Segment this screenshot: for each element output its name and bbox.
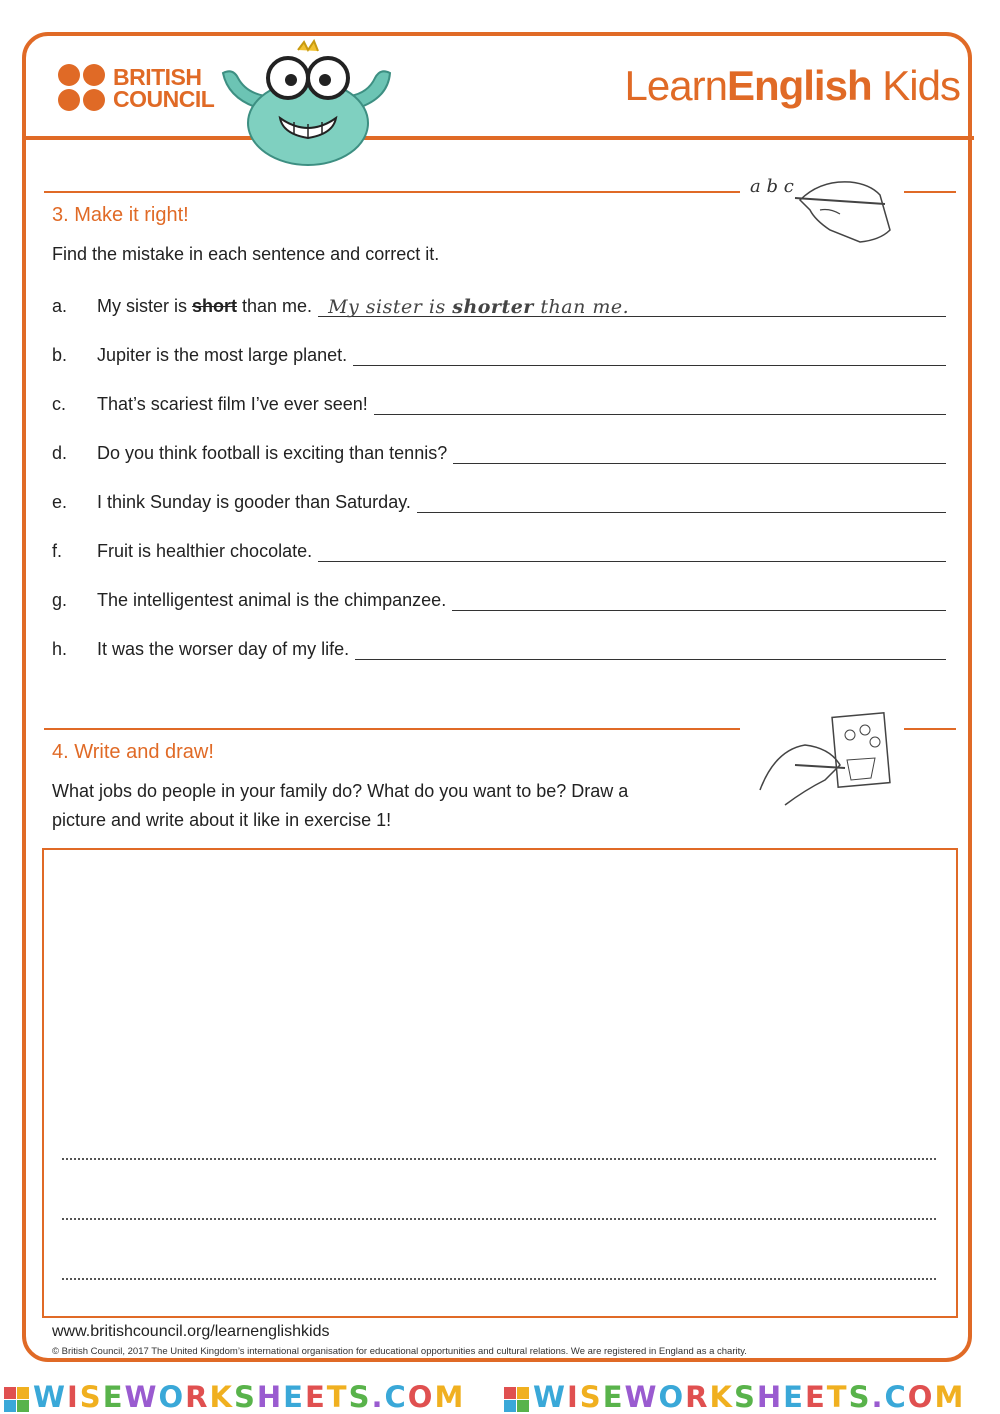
header-divider [26,136,974,140]
exercise-sentence: Jupiter is the most large planet. [97,345,348,365]
exercise-letter: e. [52,492,68,512]
exercise-letter: g. [52,590,68,610]
writing-line-1[interactable] [62,1158,936,1160]
exercise-letter: f. [52,541,63,561]
footer-url[interactable]: www.britishcouncil.org/learnenglishkids [52,1323,330,1340]
watermark-logo-icon [4,1387,29,1412]
exercise-sentence: My sister is short than me. [97,296,313,316]
exercise-sentence: It was the worser day of my life. [97,639,350,659]
watermark-logo-icon [504,1387,529,1412]
exercise-row-d [52,434,946,464]
watermark-text: WISEWORKSHEETS.COM [533,1380,966,1414]
answer-line[interactable] [318,294,946,317]
exercise-sentence: I think Sunday is gooder than Saturday. [97,492,411,512]
example-answer: My sister is shorter than me. [328,296,630,318]
drawing-area[interactable] [42,848,958,1318]
section3-title: 3. Make it right! [52,204,189,226]
struck-word: short [192,296,238,316]
exercise-letter: h. [52,639,68,659]
exercise-sentence: The intelligentest animal is the chimpanzee. [97,590,447,610]
monster-mascot-icon [218,38,398,168]
exercise-row-g [52,581,946,611]
answer-line[interactable] [374,392,946,415]
exercise-row-e [52,483,946,513]
exercise-row-a [52,287,946,317]
section4-rule [44,728,740,730]
bc-logo-line1: BRITISH [113,63,202,90]
answer-line[interactable] [453,441,946,464]
section4-instruction-line2: picture and write about it like in exercise 1! [52,810,392,830]
footer-copyright: © British Council, 2017 The United Kingdom’s international organisation for educational opportunities and cultural relations. We are registered in England as a charity. [52,1346,747,1357]
answer-line[interactable] [318,539,946,562]
answer-line[interactable] [353,343,946,366]
writing-hand-icon [790,170,900,250]
exercise-row-b [52,336,946,366]
watermark-left [4,1380,465,1414]
hand-writing-label: a b c [750,176,794,197]
exercise-row-c [52,385,946,415]
section4-title: 4. Write and draw! [52,741,214,763]
drawing-hand-icon [755,710,895,810]
exercise-sentence: Fruit is healthier chocolate. [97,541,313,561]
exercise-sentence: Do you think football is exciting than tennis? [97,443,448,463]
exercise-row-h [52,630,946,660]
writing-line-3[interactable] [62,1278,936,1280]
watermark-right [504,1380,965,1414]
learnenglish-kids-logo: LearnEnglish Kids [624,62,960,109]
exercise-sentence: That’s scariest film I’ve ever seen! [97,394,368,414]
british-council-dots-icon [58,64,105,111]
exercise-row-f [52,532,946,562]
section3-instruction: Find the mistake in each sentence and correct it. [52,244,440,264]
exercise-letter: d. [52,443,68,463]
exercise-letter: a. [52,296,68,316]
writing-line-2[interactable] [62,1218,936,1220]
section3-rule-right [904,191,956,193]
answer-line[interactable] [417,490,946,513]
section3-rule [44,191,740,193]
section4-instruction-line1: What jobs do people in your family do? What do you want to be? Draw a [52,781,629,801]
exercise-letter: c. [52,394,67,414]
answer-line[interactable] [355,637,946,660]
bc-logo-line2: COUNCIL [113,85,215,112]
answer-line[interactable] [452,588,946,611]
exercise-letter: b. [52,345,68,365]
british-council-logo [58,64,214,111]
watermark-text: WISEWORKSHEETS.COM [33,1380,466,1414]
section4-rule-right [904,728,956,730]
